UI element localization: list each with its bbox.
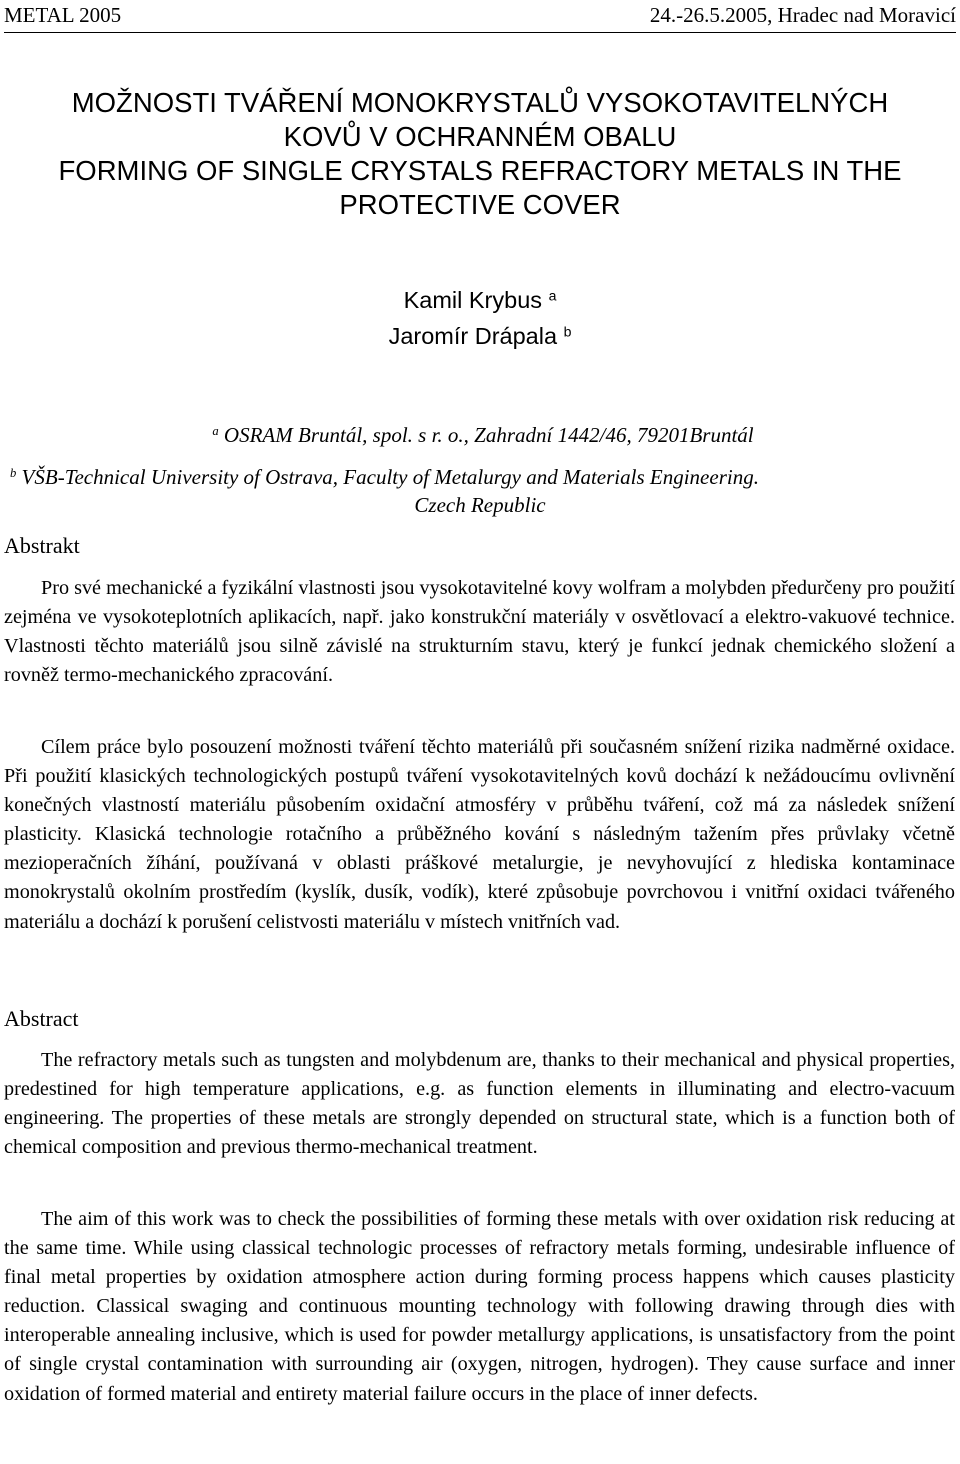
paragraph-text: The aim of this work was to check the possibilities of forming these metals with over oxidation risk reducing at the same time. While using classical technologic processes of refractory metals forming, undesirable influence of final metal properties by oxidation atmosphere action during forming process happens which causes plasticity reduction. Classical swaging and continuous mounting technology with following drawing through dies with interoperable annealing inclusive, which is used for powder metallurgy applications, is unsatisfactory from the point of single crystal contamination with surrounding air (oxygen, nitrogen, hydrogen). They cause surface and inner oxidation of formed material and entirety material failure occurs in the place of inner defects. bbox=[4, 1208, 955, 1405]
title-line-cz-1: MOŽNOSTI TVÁŘENÍ MONOKRYSTALŮ VYSOKOTAVITELNÝCH bbox=[71, 87, 889, 118]
author bbox=[0, 318, 960, 354]
paragraph-text: Cílem práce bylo posouzení možnosti tváření těchto materiálů při současném snížení rizika nadměrné oxidace. Při použití klasických technologických postupů tváření vysokotavitelných kovů dochází k nežádoucímu ovlivnění konečných vlastností materiálu působením oxidační atmosféry v průběhu tváření, což má za následek snížení plasticity. Klasická technologie rotačního a průběžného kování s následným tažením přes průvlaky včetně mezioperačních žíhání, používaná v oblasti práškové metalurgie, je nevyhovující z hlediska kontaminace monokrystalů okolním prostředím (kyslík, dusík, vodík), které způsobuje povrchovou i vnitřní oxidaci tvářeného materiálu a dochází k porušení celistvosti materiálu v místech vnitřních vad. bbox=[4, 736, 955, 933]
paragraph-text: Pro své mechanické a fyzikální vlastnosti jsou vysokotavitelné kovy wolfram a molybden předurčeny pro použití zejména ve vysokoteplotních aplikacích, např. jako konstrukční materiály v osvětlovací a elektro-vakuové technice. Vlastnosti těchto materiálů jsou silně závislé na strukturním stavu, který je funkcí jednak chemického složení a rovněž termo-mechanického zpracování. bbox=[4, 577, 955, 687]
abstract-paragraph bbox=[4, 1205, 955, 1409]
affiliation-mark: a bbox=[212, 424, 219, 439]
abstrakt-paragraph bbox=[4, 574, 955, 690]
author-name: Jaromír Drápala bbox=[388, 323, 558, 349]
abstract-paragraph bbox=[4, 1046, 955, 1162]
affiliation-text: VŠB-Technical University of Ostrava, Faculty of Metalurgy and Materials Engineering. bbox=[21, 465, 759, 489]
header-divider bbox=[4, 32, 956, 33]
paragraph-text: The refractory metals such as tungsten and molybdenum are, thanks to their mechanical and physical properties, predestined for high temperature applications, e.g. as function elements in illuminating and electro-vacuum engineering. The properties of these metals are strongly depended on structural state, which is a function both of chemical composition and previous thermo-mechanical treatment. bbox=[4, 1049, 955, 1159]
paper-title bbox=[0, 86, 960, 222]
conference-name: METAL 2005 bbox=[4, 3, 122, 27]
author bbox=[0, 282, 960, 318]
author-affiliation-mark: b bbox=[563, 323, 572, 340]
conference-date-place: 24.-26.5.2005, Hradec nad Moravicí bbox=[649, 3, 956, 27]
abstrakt-paragraph bbox=[4, 733, 955, 937]
affiliation-b bbox=[10, 463, 960, 491]
abstrakt-heading: Abstrakt bbox=[4, 533, 80, 558]
affiliation-a bbox=[0, 421, 960, 449]
author-list bbox=[0, 282, 960, 354]
affiliation-mark: b bbox=[10, 466, 17, 481]
affiliation-country: Czech Republic bbox=[414, 493, 546, 517]
title-line-en-1: FORMING OF SINGLE CRYSTALS REFRACTORY METALS IN THE bbox=[58, 155, 902, 186]
title-line-en-2: PROTECTIVE COVER bbox=[339, 189, 621, 220]
abstract-heading: Abstract bbox=[4, 1006, 79, 1031]
affiliation-text: OSRAM Bruntál, spol. s r. o., Zahradní 1442/46, 79201Bruntál bbox=[223, 423, 754, 447]
title-line-cz-2: KOVŮ V OCHRANNÉM OBALU bbox=[283, 121, 677, 152]
author-affiliation-mark: a bbox=[548, 287, 557, 304]
author-name: Kamil Krybus bbox=[403, 287, 543, 313]
running-header bbox=[4, 0, 956, 34]
